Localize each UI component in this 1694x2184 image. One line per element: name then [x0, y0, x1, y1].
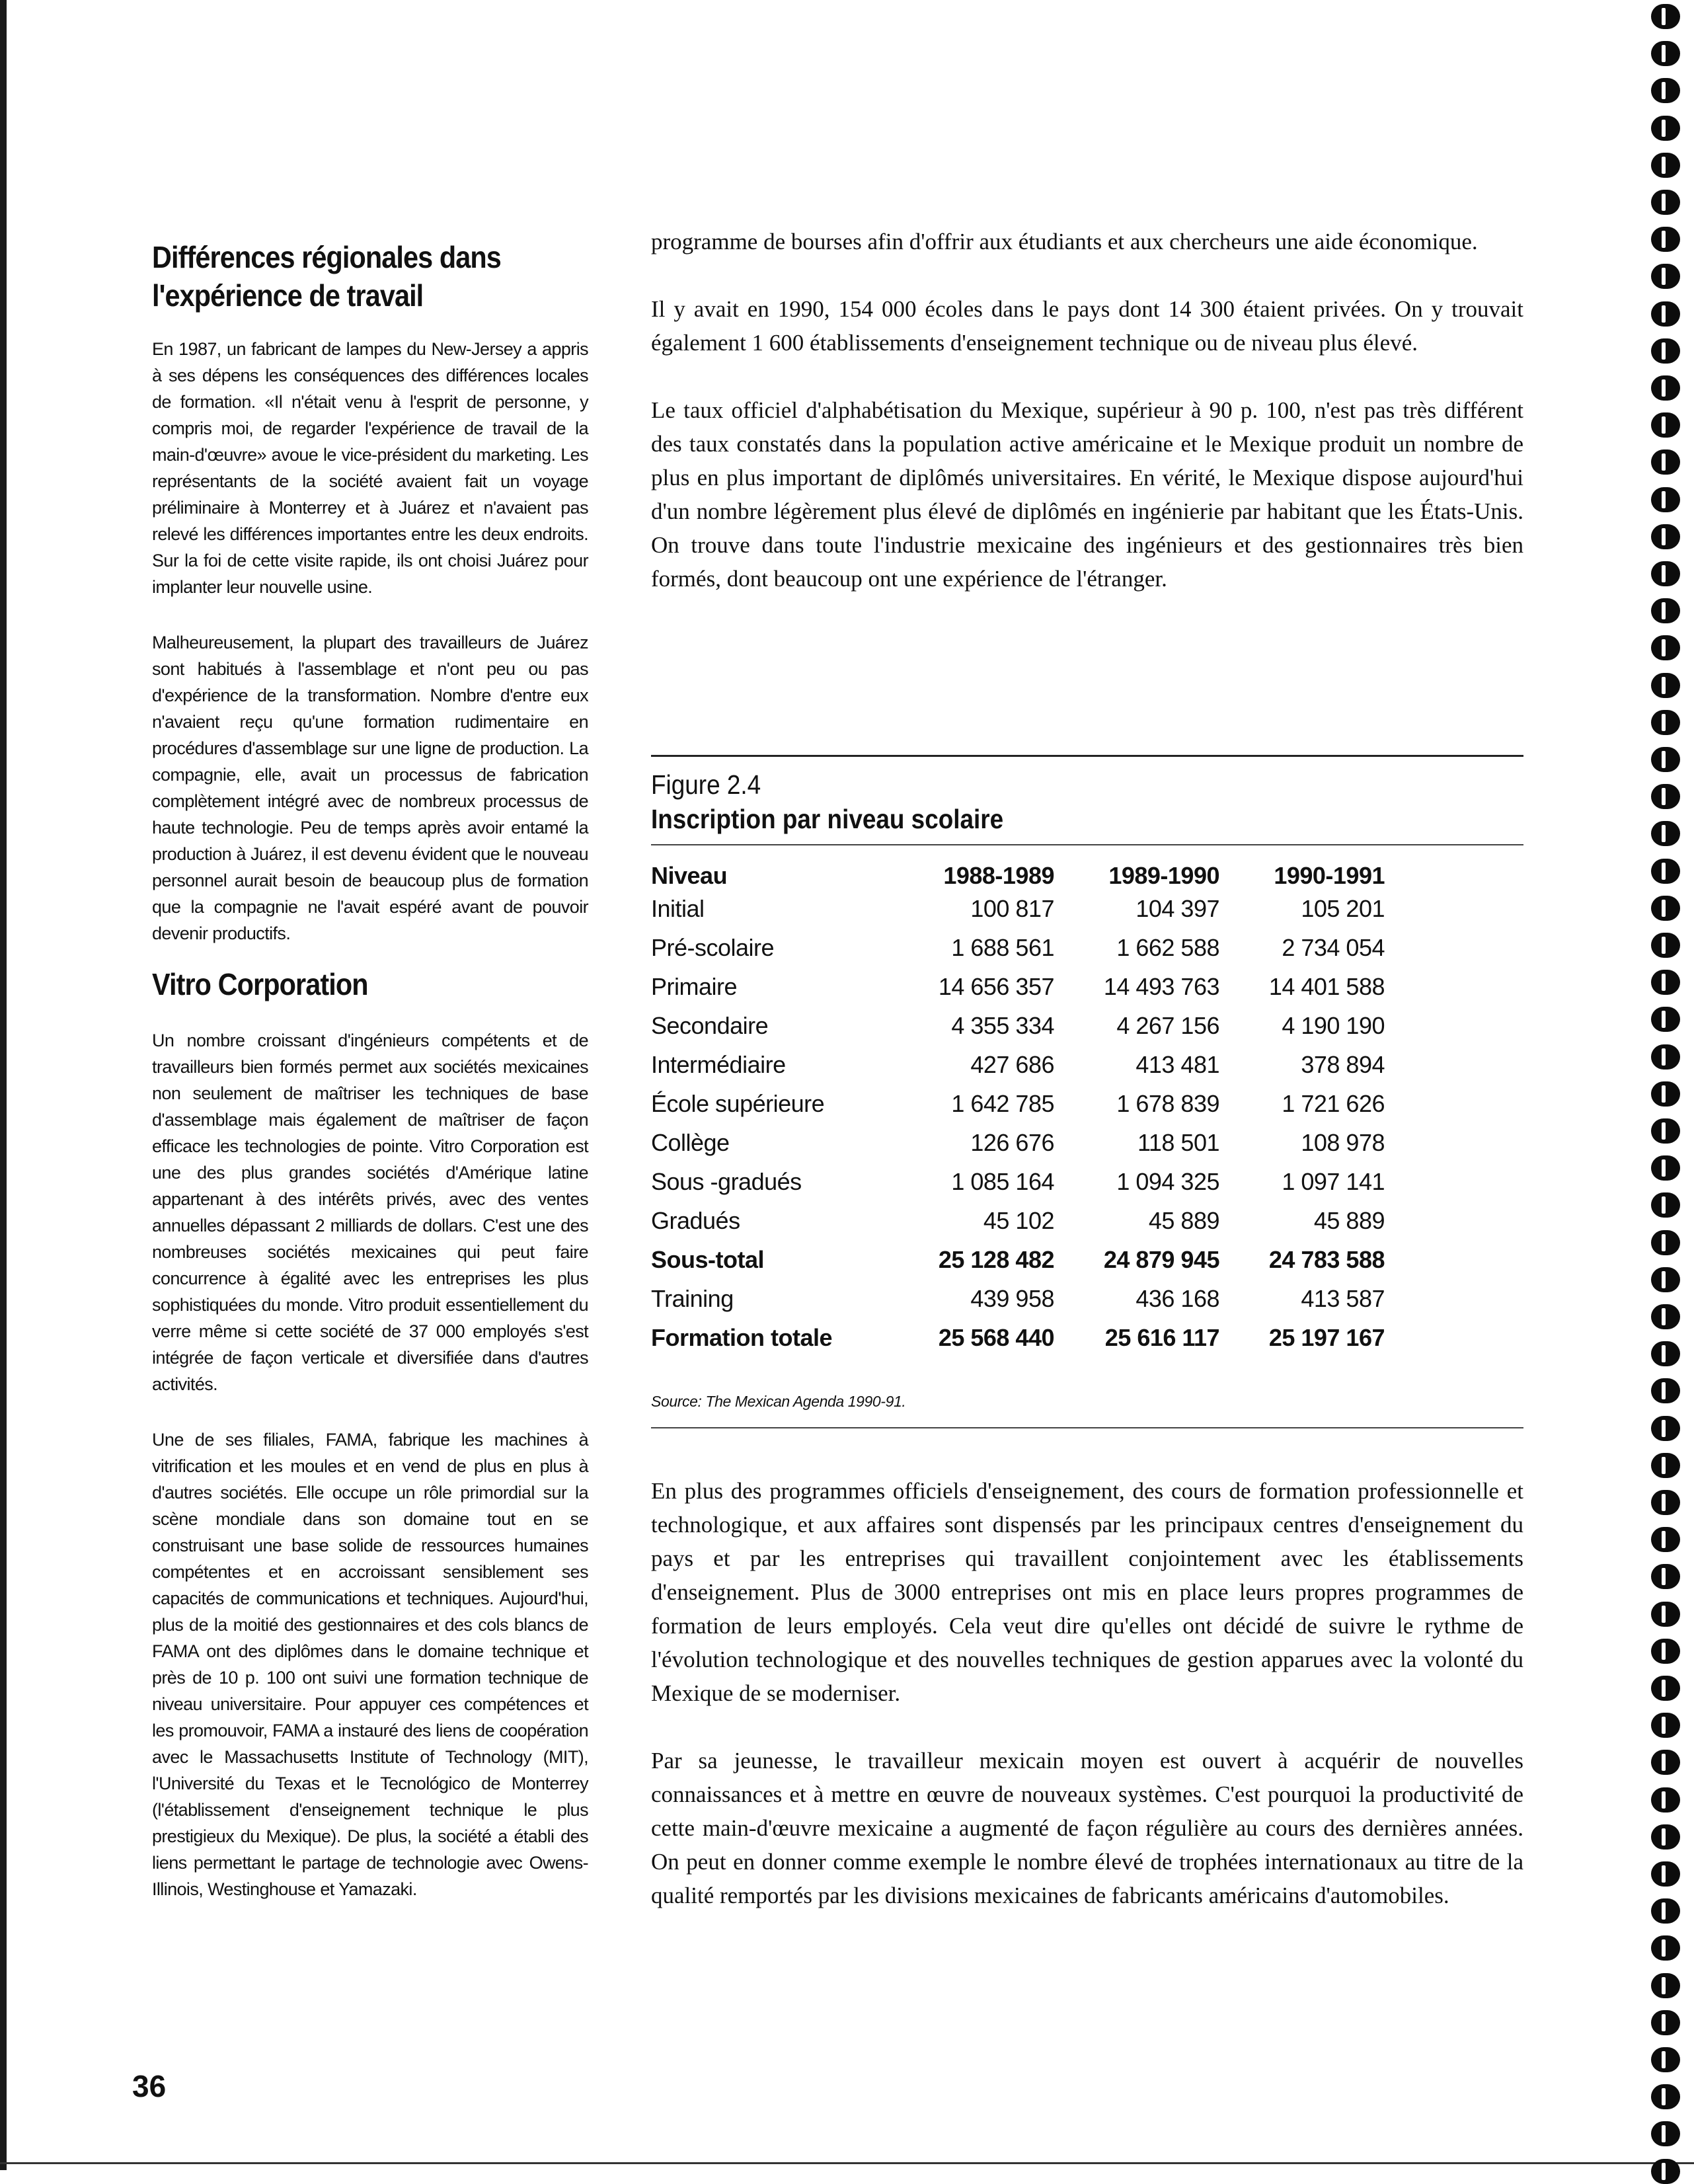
table-cell: 378 894: [1301, 1051, 1385, 1078]
binding-hole: [1651, 1453, 1680, 1478]
binding-hole: [1651, 1044, 1680, 1070]
table-cell: 4 267 156: [1116, 1012, 1219, 1039]
table-row: [651, 1318, 1385, 1357]
table-cell: 1 094 325: [1116, 1168, 1219, 1195]
row-label: Primaire: [651, 973, 738, 1000]
column-header: 1990-1991: [1274, 862, 1385, 889]
binding-hole: [1651, 1602, 1680, 1627]
binding-hole: [1651, 1341, 1680, 1366]
row-label: Sous -gradués: [651, 1168, 802, 1195]
enrollment-table: [651, 863, 1385, 1357]
binding-hole: [1651, 1192, 1680, 1218]
table-cell: 4 355 334: [951, 1012, 1054, 1039]
table-cell: 1 662 588: [1116, 934, 1219, 961]
figure-top-rule: [651, 755, 1523, 757]
table-cell: 439 958: [970, 1285, 1054, 1312]
binding-hole: [1651, 784, 1680, 809]
table-row: [651, 1123, 1385, 1162]
row-label: Training: [651, 1285, 734, 1312]
table-cell: 104 397: [1136, 895, 1219, 922]
row-label: Gradués: [651, 1207, 740, 1234]
figure-source: Source: The Mexican Agenda 1990-91.: [651, 1393, 906, 1410]
binding-hole: [1651, 1416, 1680, 1441]
table-cell: 1 721 626: [1282, 1090, 1385, 1117]
table-cell: 25 128 482: [938, 1246, 1054, 1273]
binding-hole: [1651, 1935, 1680, 1961]
body-paragraph: Malheureusement, la plupart des travailleurs de Juárez sont habitués à l'assemblage et n'ont peu ou pas d'expérience de la transformation. Nombre d'entre eux n'avaient reçu qu'une formation rudimentaire en procédures d'assemblage sur une ligne de production. La compagnie, elle, avait un processus de fabrication complètement intégré avec de nombreux processus de haute technologie. Peu de temps après avoir entamé la production à Juárez, il est devenu évident que le nouveau personnel aurait besoin de beaucoup plus de formation que la compagnie ne l'avait espéré avant de pouvoir devenir productifs.: [152, 633, 588, 943]
binding-hole: [1651, 375, 1680, 401]
table-row: [651, 1279, 1385, 1318]
binding-hole: [1651, 524, 1680, 549]
table-cell: 24 879 945: [1103, 1246, 1219, 1273]
binding-hole: [1651, 1676, 1680, 1701]
binding-hole: [1651, 78, 1680, 103]
table-header-row: [651, 863, 1385, 889]
table-cell: 427 686: [970, 1051, 1054, 1078]
binding-hole: [1651, 747, 1680, 772]
table-cell: 14 656 357: [938, 973, 1054, 1000]
binding-hole: [1651, 449, 1680, 475]
binding-hole: [1651, 1824, 1680, 1850]
left-column: [152, 238, 588, 1931]
section-heading-regional-differences: Différences régionales dans l'expérience de travail: [152, 240, 501, 313]
table-row: [651, 967, 1385, 1006]
binding-hole: [1651, 1155, 1680, 1181]
binding-hole: [1651, 1378, 1680, 1403]
page-number: 36: [132, 2069, 167, 2103]
row-label: Collège: [651, 1129, 730, 1156]
binding-hole: [1651, 301, 1680, 327]
body-paragraph: En 1987, un fabricant de lampes du New-Jersey a appris à ses dépens les conséquences des différences locales de formation. «Il n'était venu à l'esprit de personne, y compris moi, de regarder l'expérience de travail de la main-d'œuvre» avoue le vice-président du marketing. Les représentants de la société avaient fait un voyage préliminaire à Monterrey et à Juárez et n'avaient pas relevé les différences importantes entre les deux endroits. Sur la foi de cette visite rapide, ils ont choisi Juárez pour implanter leur nouvelle usine.: [152, 339, 588, 597]
binding-hole: [1651, 227, 1680, 252]
table-cell: 1 085 164: [951, 1168, 1054, 1195]
table-cell: 413 587: [1301, 1285, 1385, 1312]
binding-hole: [1651, 1527, 1680, 1552]
binding-hole: [1651, 635, 1680, 660]
binding-hole: [1651, 2121, 1680, 2146]
table-cell: 25 568 440: [938, 1324, 1054, 1351]
column-header: 1989-1990: [1108, 862, 1219, 889]
binding-hole: [1651, 1973, 1680, 1998]
binding-hole: [1651, 2159, 1680, 2184]
binding-hole: [1651, 598, 1680, 623]
table-cell: 1 642 785: [951, 1090, 1054, 1117]
table-row: [651, 1240, 1385, 1279]
column-header: 1988-1989: [943, 862, 1054, 889]
table-cell: 118 501: [1137, 1129, 1219, 1156]
table-cell: 45 102: [983, 1207, 1054, 1234]
binding-hole: [1651, 1639, 1680, 1664]
binding-hole: [1651, 710, 1680, 735]
figure-title-rule: [651, 844, 1523, 845]
body-paragraph: Le taux officiel d'alphabétisation du Mexique, supérieur à 90 p. 100, n'est pas très différent des taux constatés dans la population active américaine et le Mexique produit un nombre de plus en plus important de diplômés universitaires. En vérité, le Mexique dispose aujourd'hui d'un nombre légèrement plus élevé de diplômés en ingénierie par habitant que les États-Unis. On trouve dans toute l'industrie mexicaine des ingénieurs et des gestionnaires très bien formés, dont beaucoup ont une expérience de l'étranger.: [651, 397, 1523, 592]
binding-hole: [1651, 1230, 1680, 1255]
table-cell: 24 783 588: [1268, 1246, 1385, 1273]
body-paragraph: programme de bourses afin d'offrir aux étudiants et aux chercheurs une aide économique.: [651, 229, 1478, 254]
row-label: Intermédiaire: [651, 1051, 786, 1078]
right-column-top: [651, 225, 1523, 629]
table-cell: 25 616 117: [1104, 1324, 1219, 1351]
binding-hole: [1651, 1490, 1680, 1515]
figure-enrollment: [651, 755, 1523, 1428]
section-heading-vitro: Vitro Corporation: [152, 967, 368, 1001]
table-row: [651, 928, 1385, 967]
binding-hole: [1651, 2047, 1680, 2072]
row-label: École supérieure: [651, 1090, 825, 1117]
binding-hole: [1651, 859, 1680, 884]
binding-hole: [1651, 4, 1680, 29]
binding-hole: [1651, 673, 1680, 698]
row-label: Initial: [651, 895, 705, 922]
body-paragraph: En plus des programmes officiels d'enseignement, des cours de formation professionnelle et technologique, et aux affaires sont dispensés par les principaux centres d'enseignement du pays et par les entreprises qui travaillent conjointement avec les établissements d'enseignement. Plus de 3000 entreprises ont mis en place leurs propres programmes de formation de leurs employés. Cela veut dire qu'elles ont décidé de suivre le rythme de l'évolution technologique et des nouvelles techniques de gestion apparues avec la volonté du Mexique de se moderniser.: [651, 1478, 1523, 1706]
binding-hole: [1651, 264, 1680, 289]
row-label: Pré-scolaire: [651, 934, 775, 961]
binding-hole: [1651, 116, 1680, 141]
table-row: [651, 1201, 1385, 1240]
row-label: Secondaire: [651, 1012, 769, 1039]
binding-hole: [1651, 896, 1680, 921]
table-cell: 14 401 588: [1268, 973, 1385, 1000]
figure-title: Inscription par niveau scolaire: [651, 804, 1004, 834]
table-row: [651, 1084, 1385, 1123]
table-cell: 4 190 190: [1282, 1012, 1385, 1039]
binding-hole: [1651, 412, 1680, 438]
body-paragraph: Par sa jeunesse, le travailleur mexicain moyen est ouvert à acquérir de nouvelles connaissances et à mettre en œuvre de nouveaux systèmes. C'est pourquoi la productivité de cette main-d'œuvre mexicaine a augmenté de façon régulière au cours des dernières années. On peut en donner comme exemple le nombre élevé de trophées internationaux au titre de la qualité remportés par les divisions mexicaines de fabricants américains d'automobiles.: [651, 1748, 1523, 1908]
figure-bottom-rule: [651, 1427, 1523, 1428]
body-paragraph: Il y avait en 1990, 154 000 écoles dans le pays dont 14 300 étaient privées. On y trouvait également 1 600 établissements d'enseignement technique ou de niveau plus élevé.: [651, 296, 1523, 356]
binding-hole: [1651, 487, 1680, 512]
table-cell: 1 097 141: [1282, 1168, 1385, 1195]
figure-label: Figure 2.4: [651, 769, 761, 800]
table-cell: 14 493 763: [1103, 973, 1219, 1000]
binding-hole: [1651, 153, 1680, 178]
binding-hole: [1651, 2084, 1680, 2109]
table-cell: 108 978: [1301, 1129, 1385, 1156]
table-cell: 436 168: [1136, 1285, 1219, 1312]
table-cell: 105 201: [1301, 895, 1385, 922]
spiral-binding: [1651, 0, 1680, 2170]
binding-hole: [1651, 41, 1680, 66]
binding-hole: [1651, 1750, 1680, 1775]
binding-hole: [1651, 1304, 1680, 1329]
scan-edge: [0, 0, 7, 2170]
binding-hole: [1651, 190, 1680, 215]
binding-hole: [1651, 1861, 1680, 1887]
table-cell: 126 676: [970, 1129, 1054, 1156]
body-paragraph: Une de ses filiales, FAMA, fabrique les machines à vitrification et les moules et en vend de plus en plus à d'autres sociétés. Elle occupe un rôle primordial sur la scène mondiale dans son domaine tout en se construisant une base solide de ressources humaines compétentes et en accroissant sensiblement ses capacités de communications et techniques. Aujourd'hui, plus de la moitié des gestionnaires et des cols blancs de FAMA ont des diplômes dans le domaine technique et près de 10 p. 100 ont suivi une formation technique de niveau universitaire. Pour appuyer ces compétences et les promouvoir, FAMA a instauré des liens de coopération avec le Massachusetts Institute of Technology (MIT), l'Université du Texas et le Tecnológico de Monterrey (l'établissement d'enseignement technique le plus prestigieux du Mexique). De plus, la société a établi des liens permettant le partage de technologie avec Owens-Illinois, Westinghouse et Yamazaki.: [152, 1430, 588, 1899]
binding-hole: [1651, 1713, 1680, 1738]
table-cell: 1 688 561: [951, 934, 1054, 961]
binding-hole: [1651, 1267, 1680, 1292]
binding-hole: [1651, 1007, 1680, 1032]
body-paragraph: Un nombre croissant d'ingénieurs compétents et de travailleurs bien formés permet aux sociétés mexicaines non seulement de maîtriser les techniques de base d'assemblage mais également de maîtriser de façon efficace les technologies de pointe. Vitro Corporation est une des plus grandes sociétés d'Amérique latine appartenant à des intérêts privés, avec des ventes annuelles dépassant 2 milliards de dollars. C'est une des nombreuses sociétés mexicaines qui peut faire concurrence à égalité avec les entreprises les plus sophistiquées du monde. Vitro produit essentiellement du verre même si cette société de 37 000 employés s'est intégrée de façon verticale et diversifiée dans d'autres activités.: [152, 1031, 588, 1394]
binding-hole: [1651, 338, 1680, 364]
table-cell: 100 817: [970, 895, 1054, 922]
table-cell: 45 889: [1148, 1207, 1219, 1234]
scan-edge-bottom: [0, 2162, 1694, 2164]
table-cell: 1 678 839: [1116, 1090, 1219, 1117]
binding-hole: [1651, 1898, 1680, 1924]
right-column-bottom: [651, 1474, 1523, 1946]
binding-hole: [1651, 561, 1680, 586]
binding-hole: [1651, 1118, 1680, 1144]
table-body: [651, 889, 1385, 1357]
binding-hole: [1651, 933, 1680, 958]
table-row: [651, 1045, 1385, 1084]
table-cell: 25 197 167: [1268, 1324, 1385, 1351]
binding-hole: [1651, 1081, 1680, 1107]
row-label: Sous-total: [651, 1246, 764, 1273]
table-cell: 2 734 054: [1282, 934, 1385, 961]
table-cell: 45 889: [1313, 1207, 1385, 1234]
table-row: [651, 1162, 1385, 1201]
binding-hole: [1651, 1564, 1680, 1589]
binding-hole: [1651, 1787, 1680, 1813]
binding-hole: [1651, 821, 1680, 846]
table-row: [651, 889, 1385, 928]
binding-hole: [1651, 970, 1680, 995]
column-header: Niveau: [651, 862, 728, 889]
table-cell: 413 481: [1136, 1051, 1219, 1078]
table-row: [651, 1006, 1385, 1045]
row-label: Formation totale: [651, 1324, 833, 1351]
binding-hole: [1651, 2010, 1680, 2035]
